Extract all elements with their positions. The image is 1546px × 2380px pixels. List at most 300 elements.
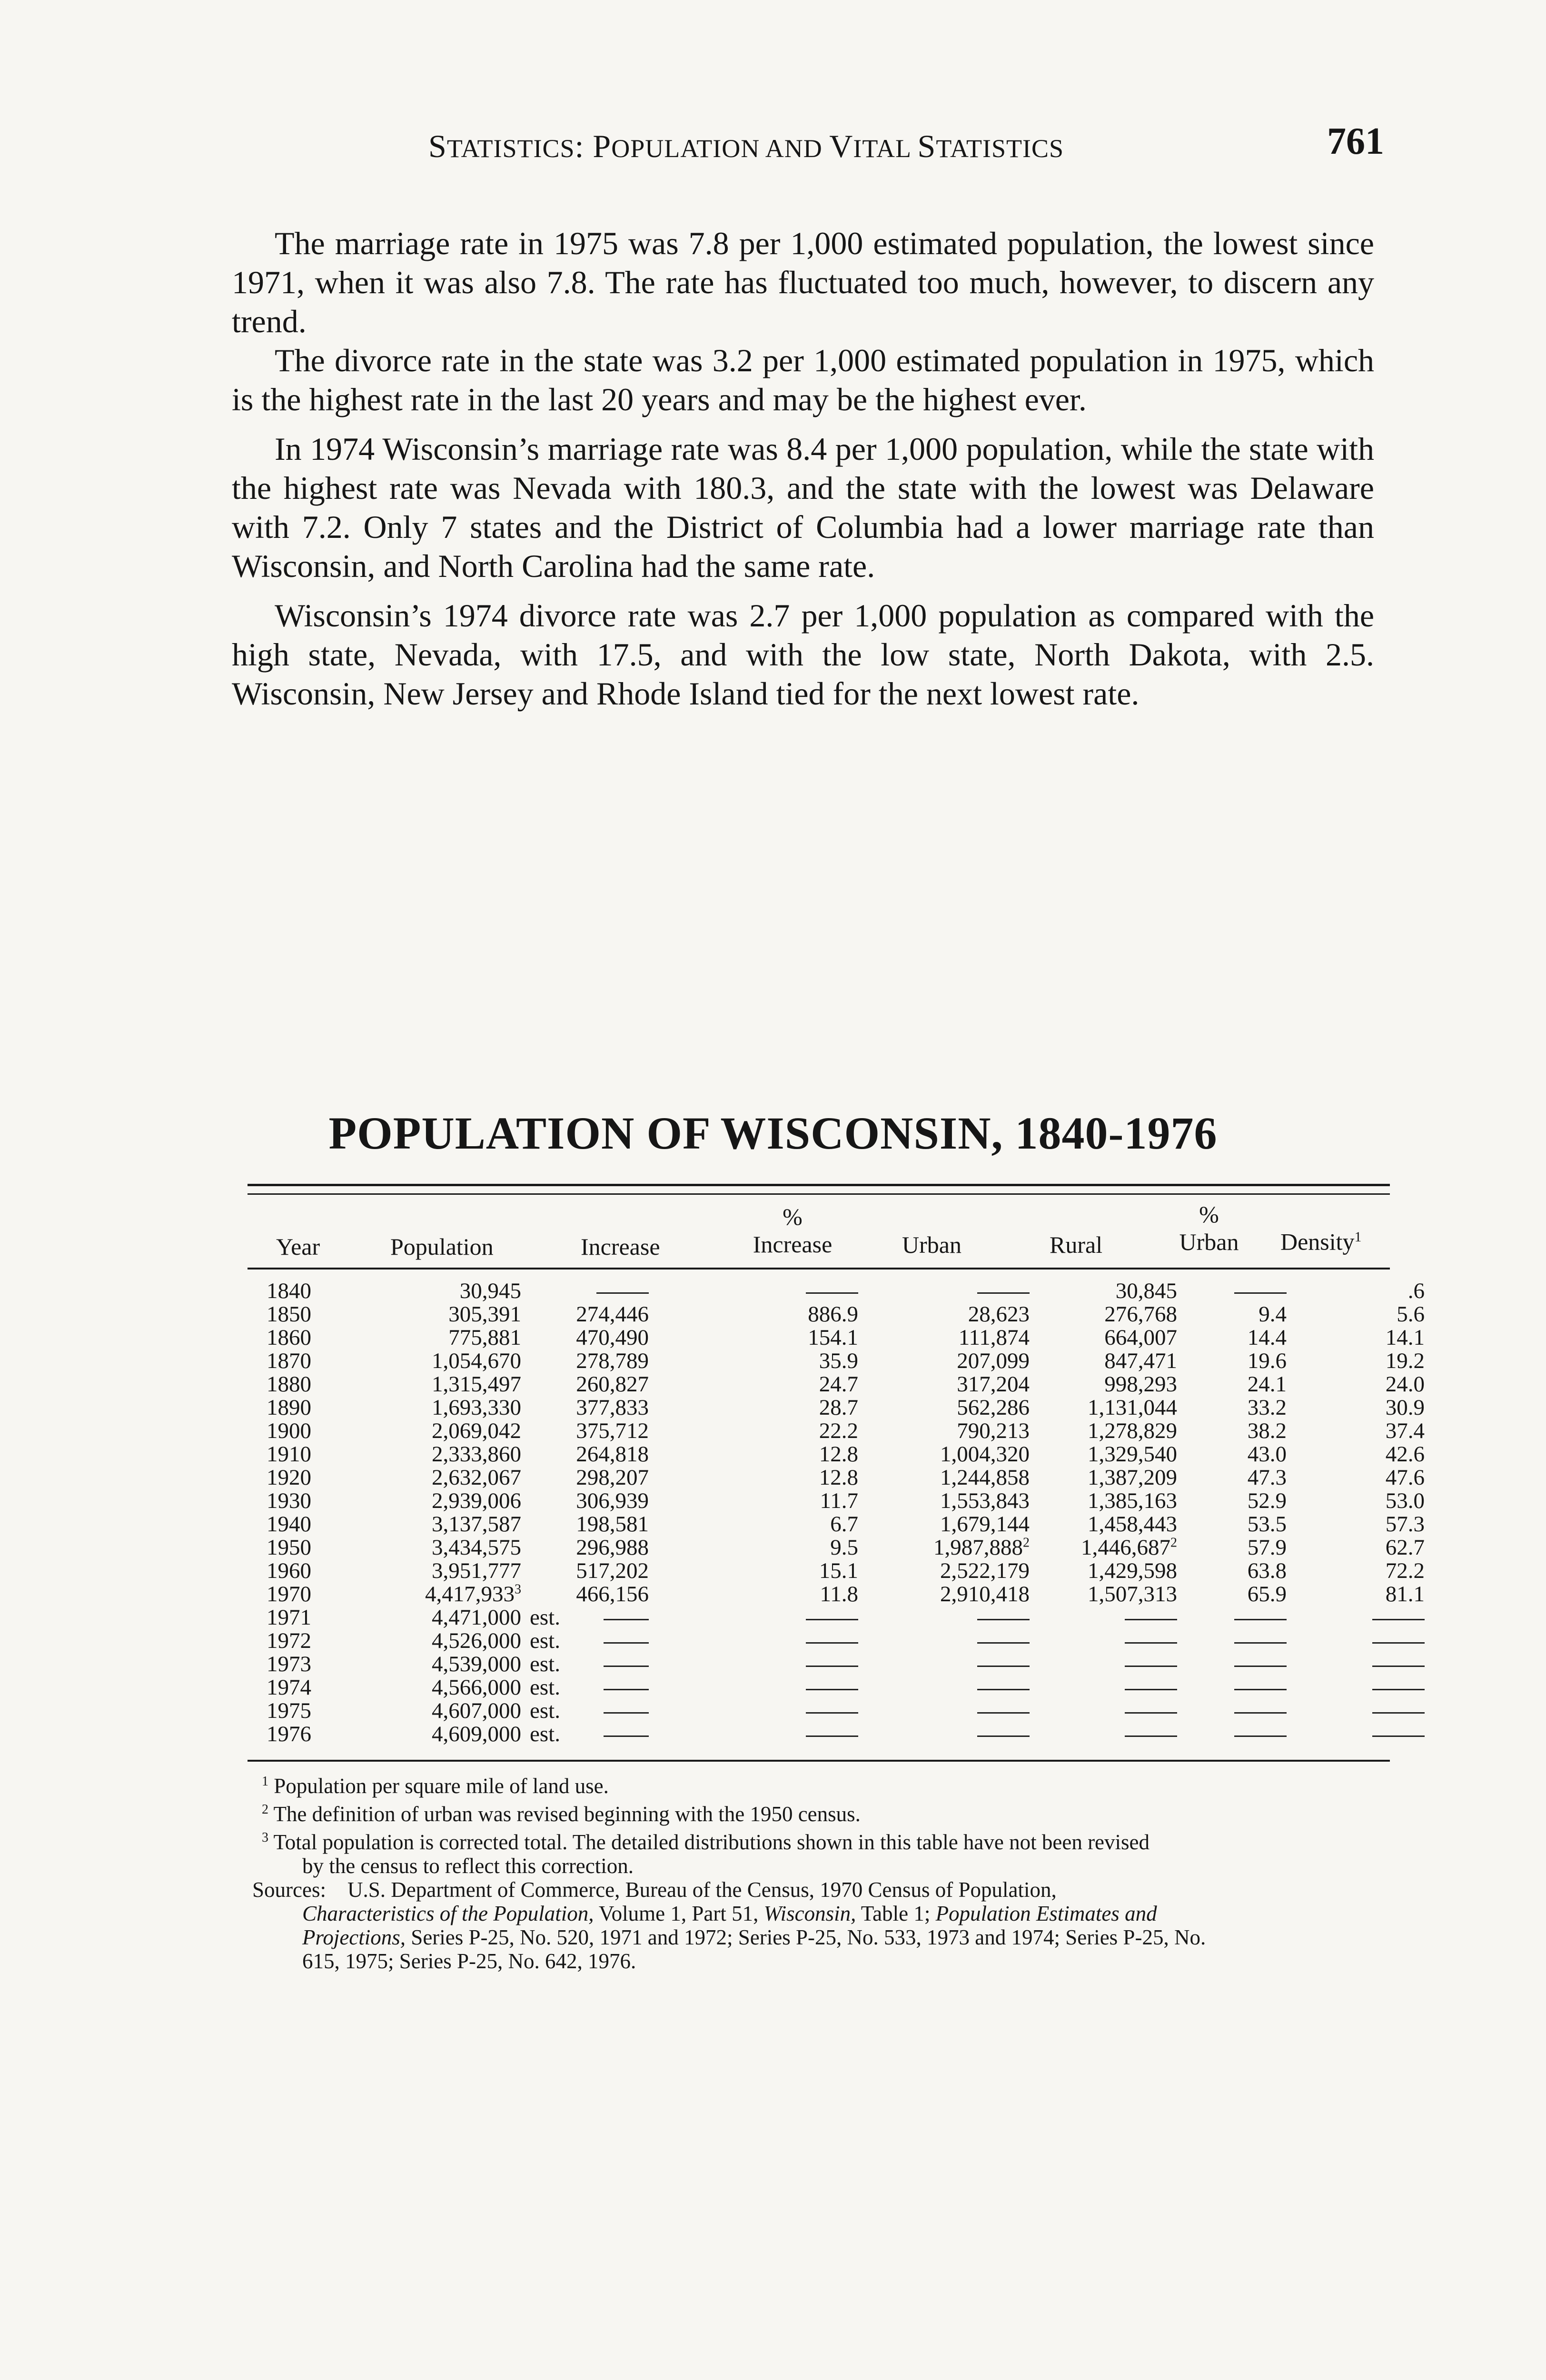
empty-value-dash <box>806 1292 858 1294</box>
cell-urban <box>858 1443 1030 1466</box>
cell-population-value: 2,632,067 <box>432 1465 521 1490</box>
table-row <box>267 1326 1425 1349</box>
sources-label: Sources: <box>252 1878 326 1902</box>
cell-population-value: 3,137,587 <box>432 1512 521 1537</box>
cell-density-value: 24.0 <box>1385 1372 1425 1397</box>
cell-pct-increase-value: 12.8 <box>819 1442 858 1467</box>
cell-urban-value: 1,553,843 <box>940 1488 1030 1513</box>
cell-increase <box>575 1629 649 1653</box>
empty-value-dash <box>604 1642 649 1644</box>
cell-increase-value: 377,833 <box>576 1395 649 1420</box>
cell-increase-value: 296,988 <box>576 1535 649 1560</box>
cell-population-value: 4,471,000 <box>432 1605 521 1630</box>
footnote-mark: 2 <box>1170 1535 1177 1550</box>
cell-density-value: .6 <box>1407 1279 1425 1303</box>
cell-increase <box>575 1583 649 1606</box>
cell-rural <box>1030 1559 1177 1583</box>
cell-density <box>1287 1536 1425 1559</box>
cell-increase <box>575 1279 649 1303</box>
cell-population-value: 4,609,000 <box>432 1722 521 1746</box>
cell-pct-increase <box>649 1373 858 1396</box>
cell-est <box>521 1419 575 1443</box>
cell-rural <box>1030 1349 1177 1373</box>
footnote-2 <box>252 1798 1395 1826</box>
cell-pct-urban <box>1177 1279 1287 1303</box>
cell-density <box>1287 1583 1425 1606</box>
cell-rural <box>1030 1279 1177 1303</box>
cell-pct-increase-value: 11.8 <box>820 1582 858 1606</box>
cell-rural <box>1030 1489 1177 1513</box>
cell-est-value: est. <box>530 1698 560 1723</box>
cell-urban-value: 562,286 <box>957 1395 1030 1420</box>
header-pct-increase-label: Increase <box>753 1231 832 1258</box>
empty-value-dash <box>1372 1619 1425 1620</box>
empty-value-dash <box>1372 1712 1425 1714</box>
cell-urban <box>858 1606 1030 1629</box>
cell-rural <box>1030 1466 1177 1489</box>
cell-density-value: 72.2 <box>1385 1558 1425 1583</box>
empty-value-dash <box>1234 1735 1287 1737</box>
cell-year-value: 1960 <box>267 1558 311 1583</box>
empty-value-dash <box>1125 1712 1177 1714</box>
cell-pct-urban-value: 33.2 <box>1247 1395 1287 1420</box>
running-head-part: OPULATION AND <box>611 134 830 163</box>
cell-rural-value: 1,278,829 <box>1088 1418 1177 1443</box>
cell-increase-value: 274,446 <box>576 1302 649 1327</box>
cell-increase-value: 298,207 <box>576 1465 649 1490</box>
table-row <box>267 1606 1425 1629</box>
cell-rural <box>1030 1373 1177 1396</box>
cell-population <box>364 1489 521 1513</box>
cell-pct-increase <box>649 1699 858 1723</box>
cell-density <box>1287 1279 1425 1303</box>
cell-pct-increase-value: 28.7 <box>819 1395 858 1420</box>
cell-rural <box>1030 1653 1177 1676</box>
cell-pct-increase <box>649 1653 858 1676</box>
cell-rural-value: 1,385,163 <box>1088 1488 1177 1513</box>
population-table <box>267 1279 1425 1746</box>
cell-est <box>521 1303 575 1326</box>
paragraph-marriage-rate: The marriage rate in 1975 was 7.8 per 1,000 estimated population, the lowest since 1971, when it was also 7.8. The rate has fluctuated too much, however, to discern any trend. <box>232 225 1374 339</box>
cell-population-value: 305,391 <box>448 1302 521 1327</box>
empty-value-dash <box>977 1642 1030 1644</box>
cell-est <box>521 1466 575 1489</box>
cell-population <box>364 1699 521 1723</box>
sources-text: Projections, <box>302 1925 406 1949</box>
cell-density <box>1287 1373 1425 1396</box>
cell-density-value: 30.9 <box>1385 1395 1425 1420</box>
cell-density-value: 47.6 <box>1385 1465 1425 1490</box>
empty-value-dash <box>1372 1689 1425 1690</box>
running-head-part: TATISTICS <box>446 134 575 163</box>
cell-population <box>364 1606 521 1629</box>
cell-est <box>521 1536 575 1559</box>
cell-pct-urban-value: 19.6 <box>1247 1349 1287 1373</box>
table-row <box>267 1559 1425 1583</box>
cell-est-value: est. <box>530 1652 560 1676</box>
cell-increase <box>575 1443 649 1466</box>
cell-pct-urban <box>1177 1583 1287 1606</box>
cell-density-value: 37.4 <box>1385 1418 1425 1443</box>
empty-value-dash <box>604 1712 649 1714</box>
table-row <box>267 1349 1425 1373</box>
cell-increase <box>575 1373 649 1396</box>
cell-est <box>521 1653 575 1676</box>
sources-text: U.S. Department of Commerce, Bureau of the Census, 1970 Census of Population, <box>347 1878 1057 1902</box>
sources-text: Wisconsin, <box>763 1902 856 1925</box>
header-year: Year <box>276 1233 320 1260</box>
empty-value-dash <box>806 1666 858 1667</box>
cell-year-value: 1974 <box>267 1675 311 1700</box>
cell-est <box>521 1373 575 1396</box>
cell-increase <box>575 1559 649 1583</box>
cell-urban <box>858 1536 1030 1559</box>
running-head-part: S <box>428 128 447 164</box>
footnote-text: Population per square mile of land use. <box>274 1774 609 1798</box>
cell-year <box>267 1326 364 1349</box>
running-head-part: V <box>829 128 853 164</box>
table-row <box>267 1279 1425 1303</box>
cell-urban-value: 1,679,144 <box>940 1512 1030 1537</box>
cell-population-value: 775,881 <box>448 1325 521 1350</box>
cell-density <box>1287 1443 1425 1466</box>
empty-value-dash <box>604 1619 649 1620</box>
cell-pct-urban-value: 38.2 <box>1247 1418 1287 1443</box>
cell-pct-urban <box>1177 1629 1287 1653</box>
cell-rural <box>1030 1303 1177 1326</box>
cell-urban <box>858 1676 1030 1699</box>
cell-pct-increase-value: 22.2 <box>819 1418 858 1443</box>
cell-pct-urban-value: 14.4 <box>1247 1325 1287 1350</box>
cell-pct-urban <box>1177 1349 1287 1373</box>
cell-urban-value: 28,623 <box>968 1302 1030 1327</box>
table-row <box>267 1443 1425 1466</box>
cell-year-value: 1971 <box>267 1605 311 1630</box>
empty-value-dash <box>1125 1619 1177 1620</box>
table-row <box>267 1699 1425 1723</box>
cell-year-value: 1880 <box>267 1372 311 1397</box>
cell-population-value: 4,526,000 <box>432 1628 521 1653</box>
empty-value-dash <box>806 1689 858 1690</box>
cell-rural <box>1030 1326 1177 1349</box>
cell-density-value: 53.0 <box>1385 1488 1425 1513</box>
table-row <box>267 1419 1425 1443</box>
cell-population <box>364 1396 521 1419</box>
cell-year <box>267 1559 364 1583</box>
cell-urban <box>858 1279 1030 1303</box>
running-head-part: S <box>917 128 936 164</box>
cell-urban <box>858 1396 1030 1419</box>
cell-urban-value: 111,874 <box>958 1325 1030 1350</box>
cell-urban <box>858 1489 1030 1513</box>
empty-value-dash <box>604 1735 649 1737</box>
cell-pct-increase-value: 11.7 <box>820 1488 858 1513</box>
cell-pct-urban <box>1177 1676 1287 1699</box>
cell-population-value: 1,693,330 <box>432 1395 521 1420</box>
cell-density <box>1287 1606 1425 1629</box>
footnote-mark: 3 <box>262 1830 268 1845</box>
cell-population <box>364 1723 521 1746</box>
cell-rural <box>1030 1699 1177 1723</box>
empty-value-dash <box>1372 1642 1425 1644</box>
cell-density-value: 81.1 <box>1385 1582 1425 1606</box>
cell-est-value: est. <box>530 1675 560 1700</box>
empty-value-dash <box>1234 1666 1287 1667</box>
cell-pct-increase <box>649 1536 858 1559</box>
running-head-part: TATISTICS <box>936 134 1064 163</box>
cell-rural-value: 276,768 <box>1104 1302 1177 1327</box>
cell-year-value: 1976 <box>267 1722 311 1746</box>
header-pct-urban-label: Urban <box>1179 1229 1239 1255</box>
cell-density <box>1287 1349 1425 1373</box>
cell-increase <box>575 1303 649 1326</box>
cell-year <box>267 1536 364 1559</box>
cell-year-value: 1930 <box>267 1488 311 1513</box>
cell-urban <box>858 1559 1030 1583</box>
cell-population <box>364 1373 521 1396</box>
sources-text: Population Estimates and <box>935 1902 1157 1925</box>
cell-rural-value: 1,329,540 <box>1088 1442 1177 1467</box>
cell-rural <box>1030 1676 1177 1699</box>
table-bottom-rule <box>248 1760 1390 1762</box>
cell-year-value: 1920 <box>267 1465 311 1490</box>
cell-year <box>267 1466 364 1489</box>
empty-value-dash <box>977 1712 1030 1714</box>
header-pct-urban-symbol: % <box>1199 1201 1219 1228</box>
empty-value-dash <box>977 1735 1030 1737</box>
cell-year <box>267 1349 364 1373</box>
cell-population-value: 4,417,933 <box>425 1582 515 1606</box>
empty-value-dash <box>1125 1735 1177 1737</box>
cell-year <box>267 1699 364 1723</box>
footnote-mark: 2 <box>1023 1535 1030 1550</box>
cell-year <box>267 1373 364 1396</box>
empty-value-dash <box>1125 1642 1177 1644</box>
cell-rural <box>1030 1419 1177 1443</box>
footnote-mark: 1 <box>262 1774 268 1789</box>
table-top-rule-inner <box>248 1193 1390 1195</box>
cell-density <box>1287 1723 1425 1746</box>
cell-population-value: 2,069,042 <box>432 1418 521 1443</box>
cell-rural-value: 664,007 <box>1104 1325 1177 1350</box>
table-row <box>267 1489 1425 1513</box>
cell-population <box>364 1419 521 1443</box>
cell-est <box>521 1559 575 1583</box>
cell-urban <box>858 1303 1030 1326</box>
sources-line <box>252 1925 1395 1949</box>
cell-increase-value: 260,827 <box>576 1372 649 1397</box>
cell-urban-value: 317,204 <box>957 1372 1030 1397</box>
empty-value-dash <box>806 1619 858 1620</box>
cell-year <box>267 1303 364 1326</box>
cell-year-value: 1900 <box>267 1418 311 1443</box>
cell-pct-urban-value: 53.5 <box>1247 1512 1287 1537</box>
table-header-rule <box>248 1268 1390 1269</box>
cell-year-value: 1975 <box>267 1698 311 1723</box>
cell-est <box>521 1279 575 1303</box>
cell-est <box>521 1583 575 1606</box>
cell-rural-value: 1,458,443 <box>1088 1512 1177 1537</box>
sources-text: Volume 1, Part 51, <box>594 1902 764 1925</box>
header-rural: Rural <box>1050 1231 1103 1258</box>
cell-population-value: 2,939,006 <box>432 1488 521 1513</box>
cell-increase-value: 198,581 <box>576 1512 649 1537</box>
cell-population <box>364 1349 521 1373</box>
footnote-text: Total population is corrected total. The detailed distributions shown in this table have not been revised <box>273 1830 1150 1854</box>
footnote-text: The definition of urban was revised beginning with the 1950 census. <box>273 1802 861 1826</box>
cell-year <box>267 1489 364 1513</box>
cell-density <box>1287 1466 1425 1489</box>
sources-line <box>252 1878 1395 1902</box>
cell-population-value: 4,607,000 <box>432 1698 521 1723</box>
cell-pct-urban <box>1177 1396 1287 1419</box>
cell-pct-increase <box>649 1396 858 1419</box>
empty-value-dash <box>977 1689 1030 1690</box>
cell-est <box>521 1676 575 1699</box>
cell-increase <box>575 1606 649 1629</box>
cell-pct-urban-value: 9.4 <box>1259 1302 1287 1327</box>
cell-urban <box>858 1629 1030 1653</box>
header-increase: Increase <box>581 1233 660 1260</box>
footnote-mark: 3 <box>515 1582 521 1597</box>
footnote-1 <box>252 1770 1395 1798</box>
cell-est <box>521 1513 575 1536</box>
cell-pct-increase <box>649 1583 858 1606</box>
cell-increase <box>575 1536 649 1559</box>
cell-urban <box>858 1349 1030 1373</box>
empty-value-dash <box>1125 1666 1177 1667</box>
cell-population-value: 30,945 <box>459 1279 521 1303</box>
cell-increase <box>575 1653 649 1676</box>
cell-est <box>521 1606 575 1629</box>
cell-increase <box>575 1723 649 1746</box>
cell-est <box>521 1723 575 1746</box>
header-density-footnote-mark: 1 <box>1354 1229 1362 1245</box>
cell-population-value: 1,315,497 <box>432 1372 521 1397</box>
cell-year <box>267 1723 364 1746</box>
cell-pct-urban <box>1177 1419 1287 1443</box>
cell-density-value: 5.6 <box>1397 1302 1425 1327</box>
cell-rural <box>1030 1536 1177 1559</box>
cell-est-value: est. <box>530 1722 560 1746</box>
table-row <box>267 1629 1425 1653</box>
cell-density-value: 57.3 <box>1385 1512 1425 1537</box>
table-row <box>267 1466 1425 1489</box>
empty-value-dash <box>1372 1735 1425 1737</box>
cell-rural <box>1030 1583 1177 1606</box>
cell-pct-increase <box>649 1629 858 1653</box>
cell-est-value: est. <box>530 1628 560 1653</box>
empty-value-dash <box>596 1292 649 1294</box>
cell-pct-urban-value: 65.9 <box>1247 1582 1287 1606</box>
cell-est <box>521 1629 575 1653</box>
cell-increase <box>575 1513 649 1536</box>
cell-population <box>364 1536 521 1559</box>
cell-density <box>1287 1629 1425 1653</box>
table-row <box>267 1653 1425 1676</box>
cell-rural-value: 1,507,313 <box>1088 1582 1177 1606</box>
table-row <box>267 1396 1425 1419</box>
cell-est <box>521 1396 575 1419</box>
cell-rural-value: 1,446,687 <box>1081 1535 1170 1560</box>
empty-value-dash <box>806 1735 858 1737</box>
cell-pct-increase <box>649 1349 858 1373</box>
cell-year <box>267 1513 364 1536</box>
page-number: 761 <box>1327 120 1384 162</box>
cell-pct-urban-value: 57.9 <box>1247 1535 1287 1560</box>
empty-value-dash <box>977 1292 1030 1294</box>
cell-urban-value: 207,099 <box>957 1349 1030 1373</box>
cell-increase <box>575 1349 649 1373</box>
table-notes <box>252 1770 1395 1973</box>
empty-value-dash <box>977 1666 1030 1667</box>
cell-year <box>267 1606 364 1629</box>
cell-year-value: 1840 <box>267 1279 311 1303</box>
cell-rural-value: 1,429,598 <box>1088 1558 1177 1583</box>
cell-year-value: 1910 <box>267 1442 311 1467</box>
cell-year <box>267 1583 364 1606</box>
cell-increase <box>575 1699 649 1723</box>
cell-pct-increase <box>649 1676 858 1699</box>
paragraph-1974-marriage: In 1974 Wisconsin’s marriage rate was 8.4 per 1,000 population, while the state with the highest rate was Nevada with 180.3, and the state with the lowest was Delaware with 7.2. Only 7 states and the District of Columbia had a lower marriage rate than Wisconsin, and North Carolina had the same rate. <box>232 431 1374 584</box>
empty-value-dash <box>977 1619 1030 1620</box>
cell-density <box>1287 1303 1425 1326</box>
cell-urban-value: 2,522,179 <box>940 1558 1030 1583</box>
cell-pct-urban <box>1177 1326 1287 1349</box>
cell-density-value: 42.6 <box>1385 1442 1425 1467</box>
header-pct-urban <box>1173 1200 1245 1256</box>
cell-pct-increase-value: 24.7 <box>819 1372 858 1397</box>
cell-year-value: 1890 <box>267 1395 311 1420</box>
running-head-part: : P <box>575 128 612 164</box>
empty-value-dash <box>1234 1689 1287 1690</box>
cell-year-value: 1870 <box>267 1349 311 1373</box>
sources-text: Table 1; <box>856 1902 936 1925</box>
cell-population-value: 3,951,777 <box>432 1558 521 1583</box>
cell-density <box>1287 1513 1425 1536</box>
cell-pct-urban-value: 63.8 <box>1247 1558 1287 1583</box>
cell-urban <box>858 1373 1030 1396</box>
header-density-label: Density <box>1280 1228 1355 1255</box>
cell-rural <box>1030 1396 1177 1419</box>
cell-pct-increase <box>649 1326 858 1349</box>
cell-urban <box>858 1326 1030 1349</box>
cell-pct-increase-value: 886.9 <box>808 1302 858 1327</box>
sources-text: Characteristics of the Population, <box>302 1902 594 1925</box>
table-title: POPULATION OF WISCONSIN, 1840-1976 <box>328 1108 1218 1159</box>
cell-rural <box>1030 1629 1177 1653</box>
cell-pct-urban <box>1177 1489 1287 1513</box>
empty-value-dash <box>1234 1292 1287 1294</box>
paragraph-1974-divorce: Wisconsin’s 1974 divorce rate was 2.7 per 1,000 population as compared with the high state, Nevada, with 17.5, and with the low state, North Dakota, with 2.5. Wisconsin, New Jersey and Rhode Island tied for the next lowest rate. <box>232 597 1374 712</box>
cell-density <box>1287 1676 1425 1699</box>
table-row <box>267 1583 1425 1606</box>
cell-population <box>364 1326 521 1349</box>
empty-value-dash <box>1234 1619 1287 1620</box>
footnote-continuation: by the census to reflect this correction. <box>302 1854 634 1878</box>
cell-year <box>267 1676 364 1699</box>
cell-increase <box>575 1419 649 1443</box>
cell-year-value: 1950 <box>267 1535 311 1560</box>
empty-value-dash <box>1125 1689 1177 1690</box>
cell-rural <box>1030 1443 1177 1466</box>
cell-est <box>521 1326 575 1349</box>
cell-increase <box>575 1489 649 1513</box>
empty-value-dash <box>806 1642 858 1644</box>
cell-pct-urban <box>1177 1536 1287 1559</box>
cell-increase-value: 517,202 <box>576 1558 649 1583</box>
cell-increase-value: 278,789 <box>576 1349 649 1373</box>
